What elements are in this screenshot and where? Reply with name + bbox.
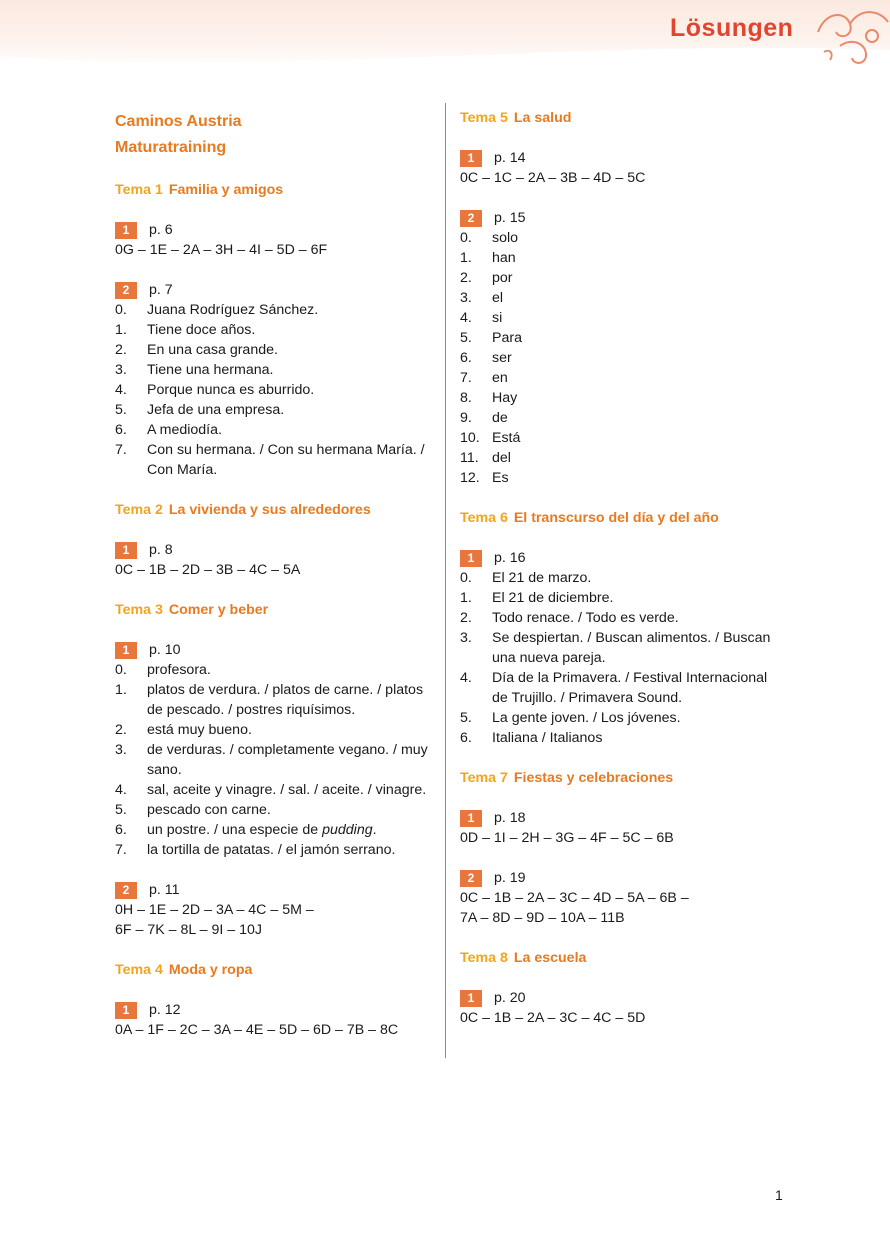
item-number: 8. [460, 390, 472, 406]
tema-name: La vivienda y sus alrededores [168, 502, 371, 518]
tema-name: La salud [513, 110, 572, 126]
item-text [492, 428, 780, 448]
item-text-main: Para [492, 330, 522, 346]
item-text [492, 628, 780, 668]
item-text-after: . [372, 822, 377, 838]
item-text-main: el [492, 290, 504, 306]
answer-key: 0C – 1B – 2D – 3B – 4C – 5A [115, 562, 301, 578]
answer-item [460, 468, 780, 488]
item-text-main: pescado con carne. [147, 802, 271, 818]
tema-heading [460, 948, 780, 968]
answer-item [460, 668, 780, 708]
item-text-main: por [492, 270, 513, 286]
answer-item [115, 300, 435, 320]
item-text [147, 660, 435, 680]
task-number-badge: 1 [460, 150, 482, 167]
item-number: 1. [460, 590, 472, 606]
tema-heading [115, 180, 435, 200]
item-text-main: del [492, 450, 511, 466]
task-page-ref: p. 12 [149, 1002, 181, 1018]
task-page-ref: p. 14 [494, 150, 526, 166]
item-text-main: Con su hermana. / Con su hermana María. / Con María. [147, 442, 425, 478]
tema-label: Tema 6 [460, 510, 508, 526]
item-number: 7. [115, 842, 127, 858]
tema-label: Tema 3 [115, 602, 163, 618]
item-text [492, 588, 780, 608]
answer-key: 0D – 1I – 2H – 3G – 4F – 5C – 6B [460, 830, 674, 846]
left-column [115, 108, 435, 1040]
tema-label: Tema 8 [460, 950, 508, 966]
item-text [492, 228, 780, 248]
answer-item [460, 608, 780, 628]
item-text [492, 288, 780, 308]
item-number: 0. [460, 570, 472, 586]
item-number: 3. [115, 742, 127, 758]
answer-key: 0G – 1E – 2A – 3H – 4I – 5D – 6F [115, 242, 328, 258]
answer-item [460, 408, 780, 428]
item-text-main: Jefa de una empresa. [147, 402, 285, 418]
task-page-ref: p. 10 [149, 642, 181, 658]
item-number: 1. [115, 322, 127, 338]
item-text [492, 608, 780, 628]
item-text-main: Está [492, 430, 521, 446]
item-number: 4. [460, 310, 472, 326]
item-number: 11. [460, 450, 479, 466]
task-page-ref: p. 20 [494, 990, 526, 1006]
item-text-main: en [492, 370, 508, 386]
item-number: 5. [460, 710, 472, 726]
task-page-ref: p. 6 [149, 222, 173, 238]
answer-key: 0C – 1B – 2A – 3C – 4D – 5A – 6B – 7A – 8D – 9D – 10A – 11B [460, 890, 689, 926]
answer-item [115, 740, 435, 780]
item-number: 7. [115, 442, 127, 458]
tema-label: Tema 1 [115, 182, 163, 198]
task-heading [460, 988, 780, 1008]
item-text [147, 740, 435, 780]
item-number: 0. [115, 302, 127, 318]
item-number: 5. [460, 330, 472, 346]
answer-item [115, 360, 435, 380]
task-page-ref: p. 8 [149, 542, 173, 558]
task-page-ref: p. 16 [494, 550, 526, 566]
item-text [492, 268, 780, 288]
item-number: 10. [460, 430, 480, 446]
task-heading [115, 880, 435, 900]
item-text [492, 308, 780, 328]
item-text-main: Italiana / Italianos [492, 730, 603, 746]
item-number: 0. [115, 662, 127, 678]
task-page-ref: p. 15 [494, 210, 526, 226]
answer-item [460, 328, 780, 348]
answer-key: 0H – 1E – 2D – 3A – 4C – 5M – 6F – 7K – 8L – 9I – 10J [115, 902, 314, 938]
tema-name: Moda y ropa [168, 962, 253, 978]
answer-item [115, 320, 435, 340]
tema-name: La escuela [513, 950, 587, 966]
item-text-main: Todo renace. / Todo es verde. [492, 610, 679, 626]
item-number: 6. [460, 730, 472, 746]
answer-item [460, 728, 780, 748]
item-text-main: está muy bueno. [147, 722, 252, 738]
item-text [147, 800, 435, 820]
item-text [492, 368, 780, 388]
item-number: 5. [115, 802, 127, 818]
tema-name: Comer y beber [168, 602, 269, 618]
answer-item [460, 448, 780, 468]
item-text-main: Tiene una hermana. [147, 362, 274, 378]
item-text [147, 340, 435, 360]
item-text-main: Es [492, 470, 509, 486]
task-number-badge: 2 [460, 210, 482, 227]
item-text [147, 320, 435, 340]
answer-item [115, 340, 435, 360]
item-text-main: platos de verdura. / platos de carne. / platos de pescado. / postres riquísimos. [147, 682, 424, 718]
item-number: 2. [460, 270, 472, 286]
task-number-badge: 2 [460, 870, 482, 887]
answer-item [115, 420, 435, 440]
task-page-ref: p. 19 [494, 870, 526, 886]
task-number-badge: 1 [115, 642, 137, 659]
item-text [147, 300, 435, 320]
task-heading [115, 1000, 435, 1020]
task-number-badge: 1 [115, 542, 137, 559]
task-number-badge: 2 [115, 882, 137, 899]
answer-item [115, 800, 435, 820]
item-text [492, 408, 780, 428]
item-text-main: sal, aceite y vinagre. / sal. / aceite. / vinagre. [147, 782, 427, 798]
book-title-line2: Maturatraining [115, 139, 227, 156]
item-text-main: si [492, 310, 503, 326]
answer-item [460, 388, 780, 408]
item-number: 6. [460, 350, 472, 366]
item-text-main: han [492, 250, 516, 266]
item-text-main: El 21 de marzo. [492, 570, 592, 586]
item-text-main: Porque nunca es aburrido. [147, 382, 315, 398]
answer-item [115, 780, 435, 800]
item-number: 4. [460, 670, 472, 686]
item-text-main: Tiene doce años. [147, 322, 256, 338]
item-text-main: Se despiertan. / Buscan alimentos. / Buscan una nueva pareja. [492, 630, 771, 666]
answer-item [460, 588, 780, 608]
tema-heading [460, 768, 780, 788]
page-number: 1 [775, 1187, 783, 1203]
item-text-main: profesora. [147, 662, 211, 678]
item-text [492, 388, 780, 408]
item-text-main: Juana Rodríguez Sánchez. [147, 302, 319, 318]
item-text-main: A mediodía. [147, 422, 222, 438]
page-header [0, 0, 890, 70]
tema-label: Tema 5 [460, 110, 508, 126]
item-text [147, 680, 435, 720]
answer-item [460, 248, 780, 268]
item-text [492, 328, 780, 348]
item-number: 3. [460, 630, 472, 646]
column-divider [445, 103, 446, 1058]
task-heading [460, 148, 780, 168]
task-page-ref: p. 18 [494, 810, 526, 826]
answer-item [460, 228, 780, 248]
tema-name: El transcurso del día y del año [513, 510, 719, 526]
item-text [492, 668, 780, 708]
tema-heading [115, 960, 435, 980]
item-number: 5. [115, 402, 127, 418]
item-text [147, 400, 435, 420]
answer-item [115, 660, 435, 680]
item-number: 1. [460, 250, 472, 266]
answer-item [460, 288, 780, 308]
header-title: Lösungen [670, 14, 794, 42]
item-text [147, 380, 435, 400]
tema-label: Tema 4 [115, 962, 163, 978]
task-page-ref: p. 7 [149, 282, 173, 298]
task-heading [460, 808, 780, 828]
answer-item [115, 400, 435, 420]
item-number: 12. [460, 470, 480, 486]
item-text-main: El 21 de diciembre. [492, 590, 614, 606]
task-number-badge: 1 [115, 1002, 137, 1019]
tema-heading [460, 508, 780, 528]
tema-name: Fiestas y celebraciones [513, 770, 674, 786]
item-text-main: Hay [492, 390, 518, 406]
item-text [492, 568, 780, 588]
task-heading [115, 540, 435, 560]
item-text [147, 840, 435, 860]
answer-item [115, 840, 435, 860]
item-text [492, 708, 780, 728]
item-text-main: un postre. / una especie de [147, 822, 323, 838]
tema-heading [460, 108, 780, 128]
task-number-badge: 1 [460, 990, 482, 1007]
answer-item [460, 568, 780, 588]
task-heading [115, 280, 435, 300]
tema-heading [115, 600, 435, 620]
tema-label: Tema 2 [115, 502, 163, 518]
item-number: 2. [115, 722, 127, 738]
header-wave [0, 38, 890, 78]
answer-key: 0C – 1C – 2A – 3B – 4D – 5C [460, 170, 646, 186]
answer-item [115, 680, 435, 720]
answer-item [460, 268, 780, 288]
item-number: 4. [115, 382, 127, 398]
task-number-badge: 2 [115, 282, 137, 299]
item-number: 2. [460, 610, 472, 626]
item-text [492, 448, 780, 468]
item-text-main: de [492, 410, 508, 426]
task-page-ref: p. 11 [149, 882, 180, 898]
tema-label: Tema 7 [460, 770, 508, 786]
book-title-line1: Caminos Austria [115, 113, 242, 130]
item-text [492, 728, 780, 748]
item-text-main: ser [492, 350, 512, 366]
tema-heading [115, 500, 435, 520]
tema-name: Familia y amigos [168, 182, 284, 198]
answer-item [115, 440, 435, 480]
item-text-main: Día de la Primavera. / Festival Internacional de Trujillo. / Primavera Sound. [492, 670, 768, 706]
item-text-main: En una casa grande. [147, 342, 278, 358]
item-text-main: de verduras. / completamente vegano. / muy sano. [147, 742, 428, 778]
answer-item [460, 368, 780, 388]
item-text [147, 780, 435, 800]
answer-item [115, 820, 435, 840]
answer-key: 0A – 1F – 2C – 3A – 4E – 5D – 6D – 7B – 8C [115, 1022, 399, 1038]
item-number: 1. [115, 682, 127, 698]
floral-ornament-icon [810, 2, 890, 68]
task-heading [460, 208, 780, 228]
item-number: 4. [115, 782, 127, 798]
answer-item [460, 308, 780, 328]
item-text-italic: pudding [322, 822, 373, 838]
item-number: 2. [115, 342, 127, 358]
answer-item [115, 720, 435, 740]
item-text [147, 720, 435, 740]
item-number: 6. [115, 422, 127, 438]
item-number: 7. [460, 370, 472, 386]
task-number-badge: 1 [460, 810, 482, 827]
item-text-main: la tortilla de patatas. / el jamón serrano. [147, 842, 396, 858]
answer-key: 0C – 1B – 2A – 3C – 4C – 5D [460, 1010, 646, 1026]
item-text [492, 248, 780, 268]
answer-item [460, 708, 780, 728]
answer-item [460, 348, 780, 368]
answer-item [115, 380, 435, 400]
item-number: 0. [460, 230, 472, 246]
right-column [460, 108, 780, 1028]
item-text [492, 468, 780, 488]
item-number: 9. [460, 410, 472, 426]
item-number: 3. [460, 290, 472, 306]
item-number: 3. [115, 362, 127, 378]
task-heading [460, 548, 780, 568]
task-heading [115, 640, 435, 660]
item-text-main: solo [492, 230, 519, 246]
task-number-badge: 1 [115, 222, 137, 239]
item-number: 6. [115, 822, 127, 838]
item-text-main: La gente joven. / Los jóvenes. [492, 710, 681, 726]
item-text [147, 360, 435, 380]
item-text [147, 440, 435, 480]
item-text [147, 820, 435, 840]
item-text [147, 420, 435, 440]
task-heading [460, 868, 780, 888]
answer-item [460, 628, 780, 668]
answer-item [460, 428, 780, 448]
task-number-badge: 1 [460, 550, 482, 567]
task-heading [115, 220, 435, 240]
item-text [492, 348, 780, 368]
